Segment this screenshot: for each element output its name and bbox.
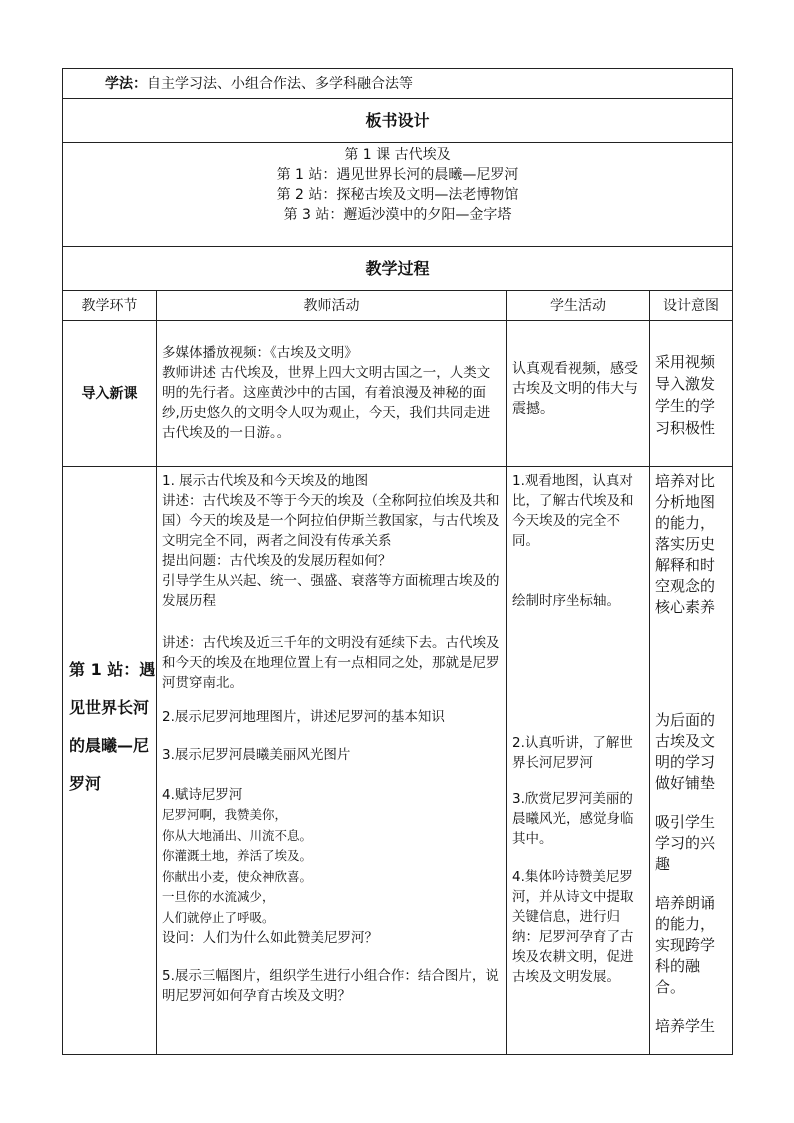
student-step: 2.认真听讲，了解世界长河尼罗河 bbox=[512, 735, 633, 771]
station1-stage: 第 1 站：遇见世界长河的晨曦—尼罗河 bbox=[69, 660, 156, 793]
poem-line: 人们就停止了呼吸。 bbox=[162, 909, 275, 925]
station1-row bbox=[63, 467, 733, 1055]
lesson-plan-table bbox=[62, 68, 733, 1055]
teacher-step: 1. 展示古代埃及和今天埃及的地图 bbox=[162, 473, 369, 489]
teacher-step: 4.赋诗尼罗河 bbox=[162, 787, 243, 803]
process-title: 教学过程 bbox=[63, 247, 733, 291]
teacher-step: 讲述：古代埃及近三千年的文明没有延续下去。古代埃及和今天的埃及在地理位置上有一点相同之处，那就是尼罗河贯穿南北。 bbox=[162, 635, 500, 691]
student-step: 绘制时序坐标轴。 bbox=[512, 593, 620, 609]
intent-note: 培养朗诵的能力，实现跨学科的融合。 bbox=[655, 894, 716, 996]
poem-line: 你灌溉土地，养活了埃及。 bbox=[162, 848, 313, 863]
intent-note: 培养对比分析地图的能力，落实历史解释和时空观念的核心素养 bbox=[655, 472, 716, 616]
teacher-step: 设问：人们为什么如此赞美尼罗河？ bbox=[162, 930, 378, 946]
teacher-step: 5.展示三幅图片，组织学生进行小组合作：结合图片，说明尼罗河如何孕育古埃及文明？ bbox=[162, 968, 499, 1004]
learning-methods-label: 学法： bbox=[105, 75, 147, 92]
board-design-content bbox=[63, 143, 733, 247]
intro-row bbox=[63, 321, 733, 467]
poem-line: 尼罗河啊，我赞美你， bbox=[162, 807, 288, 822]
lesson-plan-page bbox=[62, 68, 732, 1055]
board-design-title: 板书设计 bbox=[63, 99, 733, 143]
teacher-step: 3.展示尼罗河晨曦美丽风光图片 bbox=[162, 747, 351, 763]
poem-line: 一旦你的水流减少， bbox=[162, 889, 275, 904]
column-header-row bbox=[63, 291, 733, 321]
station1-stage-cell bbox=[63, 467, 157, 1055]
station1-teacher bbox=[157, 467, 507, 1055]
intent-note: 吸引学生学习的兴趣 bbox=[655, 813, 716, 873]
board-design-content-row bbox=[63, 143, 733, 247]
board-line: 第 2 站：探秘古埃及文明—法老博物馆 bbox=[276, 187, 519, 203]
student-step: 4.集体吟诗赞美尼罗河，并从诗文中提取关键信息，进行归纳：尼罗河孕育了古埃及农耕文明，促进古埃及文明发展。 bbox=[512, 869, 634, 985]
board-line: 第 1 站：遇见世界长河的晨曦—尼罗河 bbox=[276, 167, 519, 183]
column-header-teacher: 教师活动 bbox=[157, 291, 507, 321]
poem-line: 你献出小麦，使众神欣喜。 bbox=[162, 868, 313, 884]
poem-line: 你从大地涌出、川流不息。 bbox=[162, 827, 313, 843]
learning-methods-row bbox=[63, 69, 733, 99]
student-step: 1.观看地图，认真对比，了解古代埃及和今天埃及的完全不同。 bbox=[512, 473, 634, 549]
intro-teacher-line: 多媒体播放视频：《古埃及文明》 bbox=[162, 345, 358, 361]
column-header-stage: 教学环节 bbox=[63, 291, 157, 321]
board-line: 第 3 站：邂逅沙漠中的夕阳—金字塔 bbox=[283, 207, 512, 223]
process-title-row bbox=[63, 247, 733, 291]
intro-stage: 导入新课 bbox=[63, 321, 157, 467]
teacher-step: 2.展示尼罗河地理图片，讲述尼罗河的基本知识 bbox=[162, 709, 445, 725]
intro-teacher-line: 教师讲述 古代埃及，世界上四大文明古国之一，人类文明的先行者。这座黄沙中的古国，有着浪漫及神秘的面纱,历史悠久的文明令人叹为观止，今天，我们共同走进古代埃及的一日游。。 bbox=[162, 365, 491, 441]
intent-note: 培养学生 bbox=[655, 1017, 716, 1035]
intro-student: 认真观看视频，感受古埃及文明的伟大与震撼。 bbox=[507, 321, 650, 467]
intro-teacher bbox=[157, 321, 507, 467]
column-header-intent: 设计意图 bbox=[650, 291, 733, 321]
column-header-student: 学生活动 bbox=[507, 291, 650, 321]
teacher-step: 提出问题：古代埃及的发展历程如何？ bbox=[162, 553, 392, 569]
station1-student bbox=[507, 467, 650, 1055]
board-line: 第 1 课 古代埃及 bbox=[344, 147, 451, 163]
learning-methods-text: 自主学习法、小组合作法、多学科融合法等 bbox=[147, 75, 413, 92]
intent-note: 为后面的古埃及文明的学习做好铺垫 bbox=[655, 711, 716, 792]
board-design-title-row bbox=[63, 99, 733, 143]
teacher-step: 引导学生从兴起、统一、强盛、衰落等方面梳理古埃及的发展历程 bbox=[162, 573, 500, 609]
station1-intent bbox=[650, 467, 733, 1055]
student-step: 3.欣赏尼罗河美丽的晨曦风光，感觉身临其中。 bbox=[512, 791, 634, 847]
intro-intent: 采用视频导入激发学生的学习积极性 bbox=[650, 321, 733, 467]
teacher-step: 讲述：古代埃及不等于今天的埃及（全称阿拉伯埃及共和国）今天的埃及是一个阿拉伯伊斯兰教国家，与古代埃及文明完全不同，两者之间没有传承关系 bbox=[162, 493, 500, 549]
